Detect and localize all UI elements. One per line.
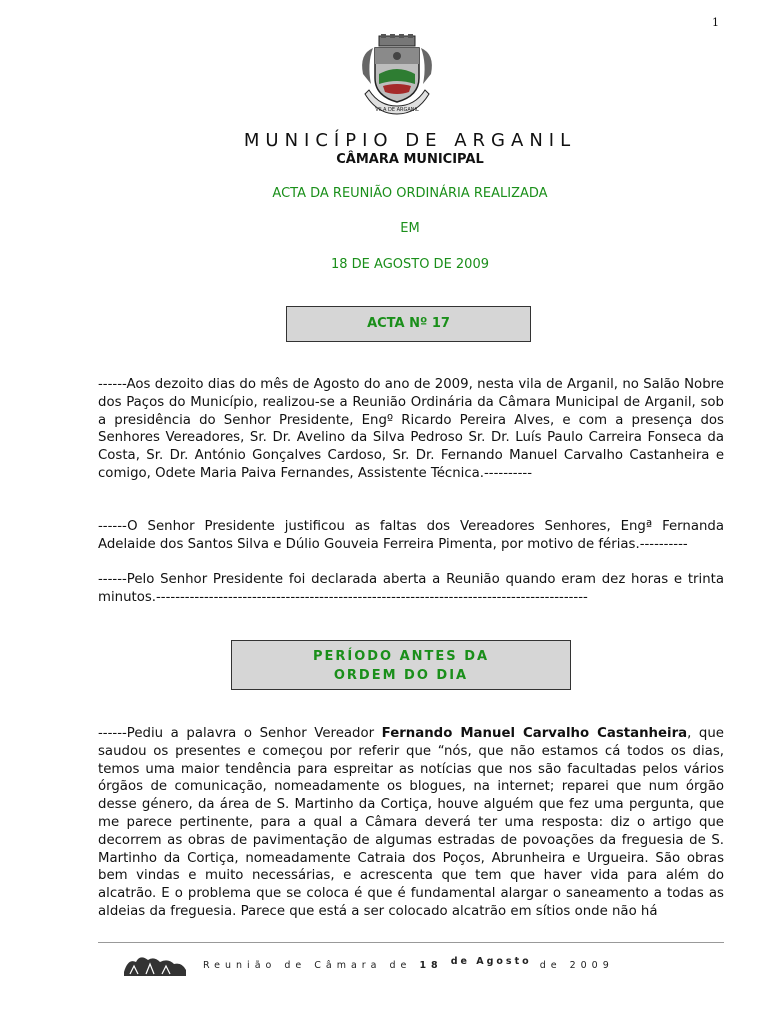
paragraph-attendance: ------Aos dezoito dias do mês de Agosto do ano de 2009, nesta vila de Arganil, no Salão Nobre dos Paços do Município, realizou-se a Reunião Ordinária da Câmara Municipal de Arganil, sob a presidência do Senhor Presidente, Engº Ricardo Pereira Alves, e com a presença dos Senhores Vereadores, Sr. Dr. Avelino da Silva Pedroso Sr. Dr. Luís Paulo Carreira Fonseca da Costa, Sr. Dr. António Gonçalves Cardoso, Sr. Dr. Fernando Manuel Carvalho Castanheira e comigo, Odete Maria Paiva Fernandes, Assistente Técnica.---------- <box>98 377 724 481</box>
meeting-date: 18 DE AGOSTO DE 2009 <box>331 257 489 272</box>
speech-body: , que saudou os presentes e começou por referir que “nós, que não estamos cá todos os dias, temos uma maior tendência para espreitar as notícias que nos são facultadas pelos vários órgãos de comunicação, nomeadamente os blogues, na internet; reparei que num órgão desse género, da área de S. Martinho da Cortiça, houve alguém que fez uma pergunta, que me parece pertinente, para a qual a Câmara deverá ter uma resposta: diz o artigo que decorrem as obras de pavimentação de algumas estradas de povoações da freguesia de S. Martinho da Cortiça, nomeadamente Catraia dos Poços, Abrunheira e Urgueira. São obras bem vindas e muito necessárias, e acrescenta que tem que haver vida para além do alcatrão. E o problema que se coloca é que é fundamental alargar o saneamento a todas as aldeias da freguesia. Parece que está a ser colocado alcatrão em sítios onde não há <box>98 726 724 919</box>
footer-divider <box>98 942 724 943</box>
minutes-title-em: EM <box>400 221 420 236</box>
acta-number-box: ACTA Nº 17 <box>286 306 531 342</box>
footer-text <box>203 956 614 971</box>
municipality-title: MUNICÍPIO DE ARGANIL <box>243 130 577 151</box>
chamber-title: CÂMARA MUNICIPAL <box>336 152 484 167</box>
municipal-crest-icon <box>357 34 437 118</box>
footer-logo-icon <box>122 952 188 978</box>
footer-day: 18 <box>419 960 443 971</box>
paragraph-opening: ------Pelo Senhor Presidente foi declarada aberta a Reunião quando eram dez horas e trinta minutos.------------------------------------------------------------------------------------------ <box>98 572 724 605</box>
page-number: 1 <box>712 16 719 29</box>
speech-intro: ------Pediu a palavra o Senhor Vereador <box>98 726 382 741</box>
crest-scroll-text: VILA DE ARGANIL <box>375 107 419 113</box>
footer-text-start: Reunião de Câmara de <box>203 960 412 971</box>
councillor-name: Fernando Manuel Carvalho Castanheira <box>381 726 688 741</box>
minutes-title: ACTA DA REUNIÃO ORDINÁRIA REALIZADA <box>272 186 548 201</box>
paragraph-councillor-speech <box>98 725 724 921</box>
paragraph-absences: ------O Senhor Presidente justificou as faltas dos Vereadores Senhores, Engª Fernanda Adelaide dos Santos Silva e Dúlio Gouveia Ferreira Pimenta, por motivo de férias.---------- <box>98 519 724 552</box>
period-box-line2: ORDEM DO DIA <box>333 668 469 683</box>
period-box-line1: PERÍODO ANTES DA <box>312 649 490 664</box>
period-before-agenda-box <box>231 640 571 690</box>
footer-month: de Agosto <box>450 956 532 967</box>
footer-year: de 2009 <box>539 960 614 971</box>
